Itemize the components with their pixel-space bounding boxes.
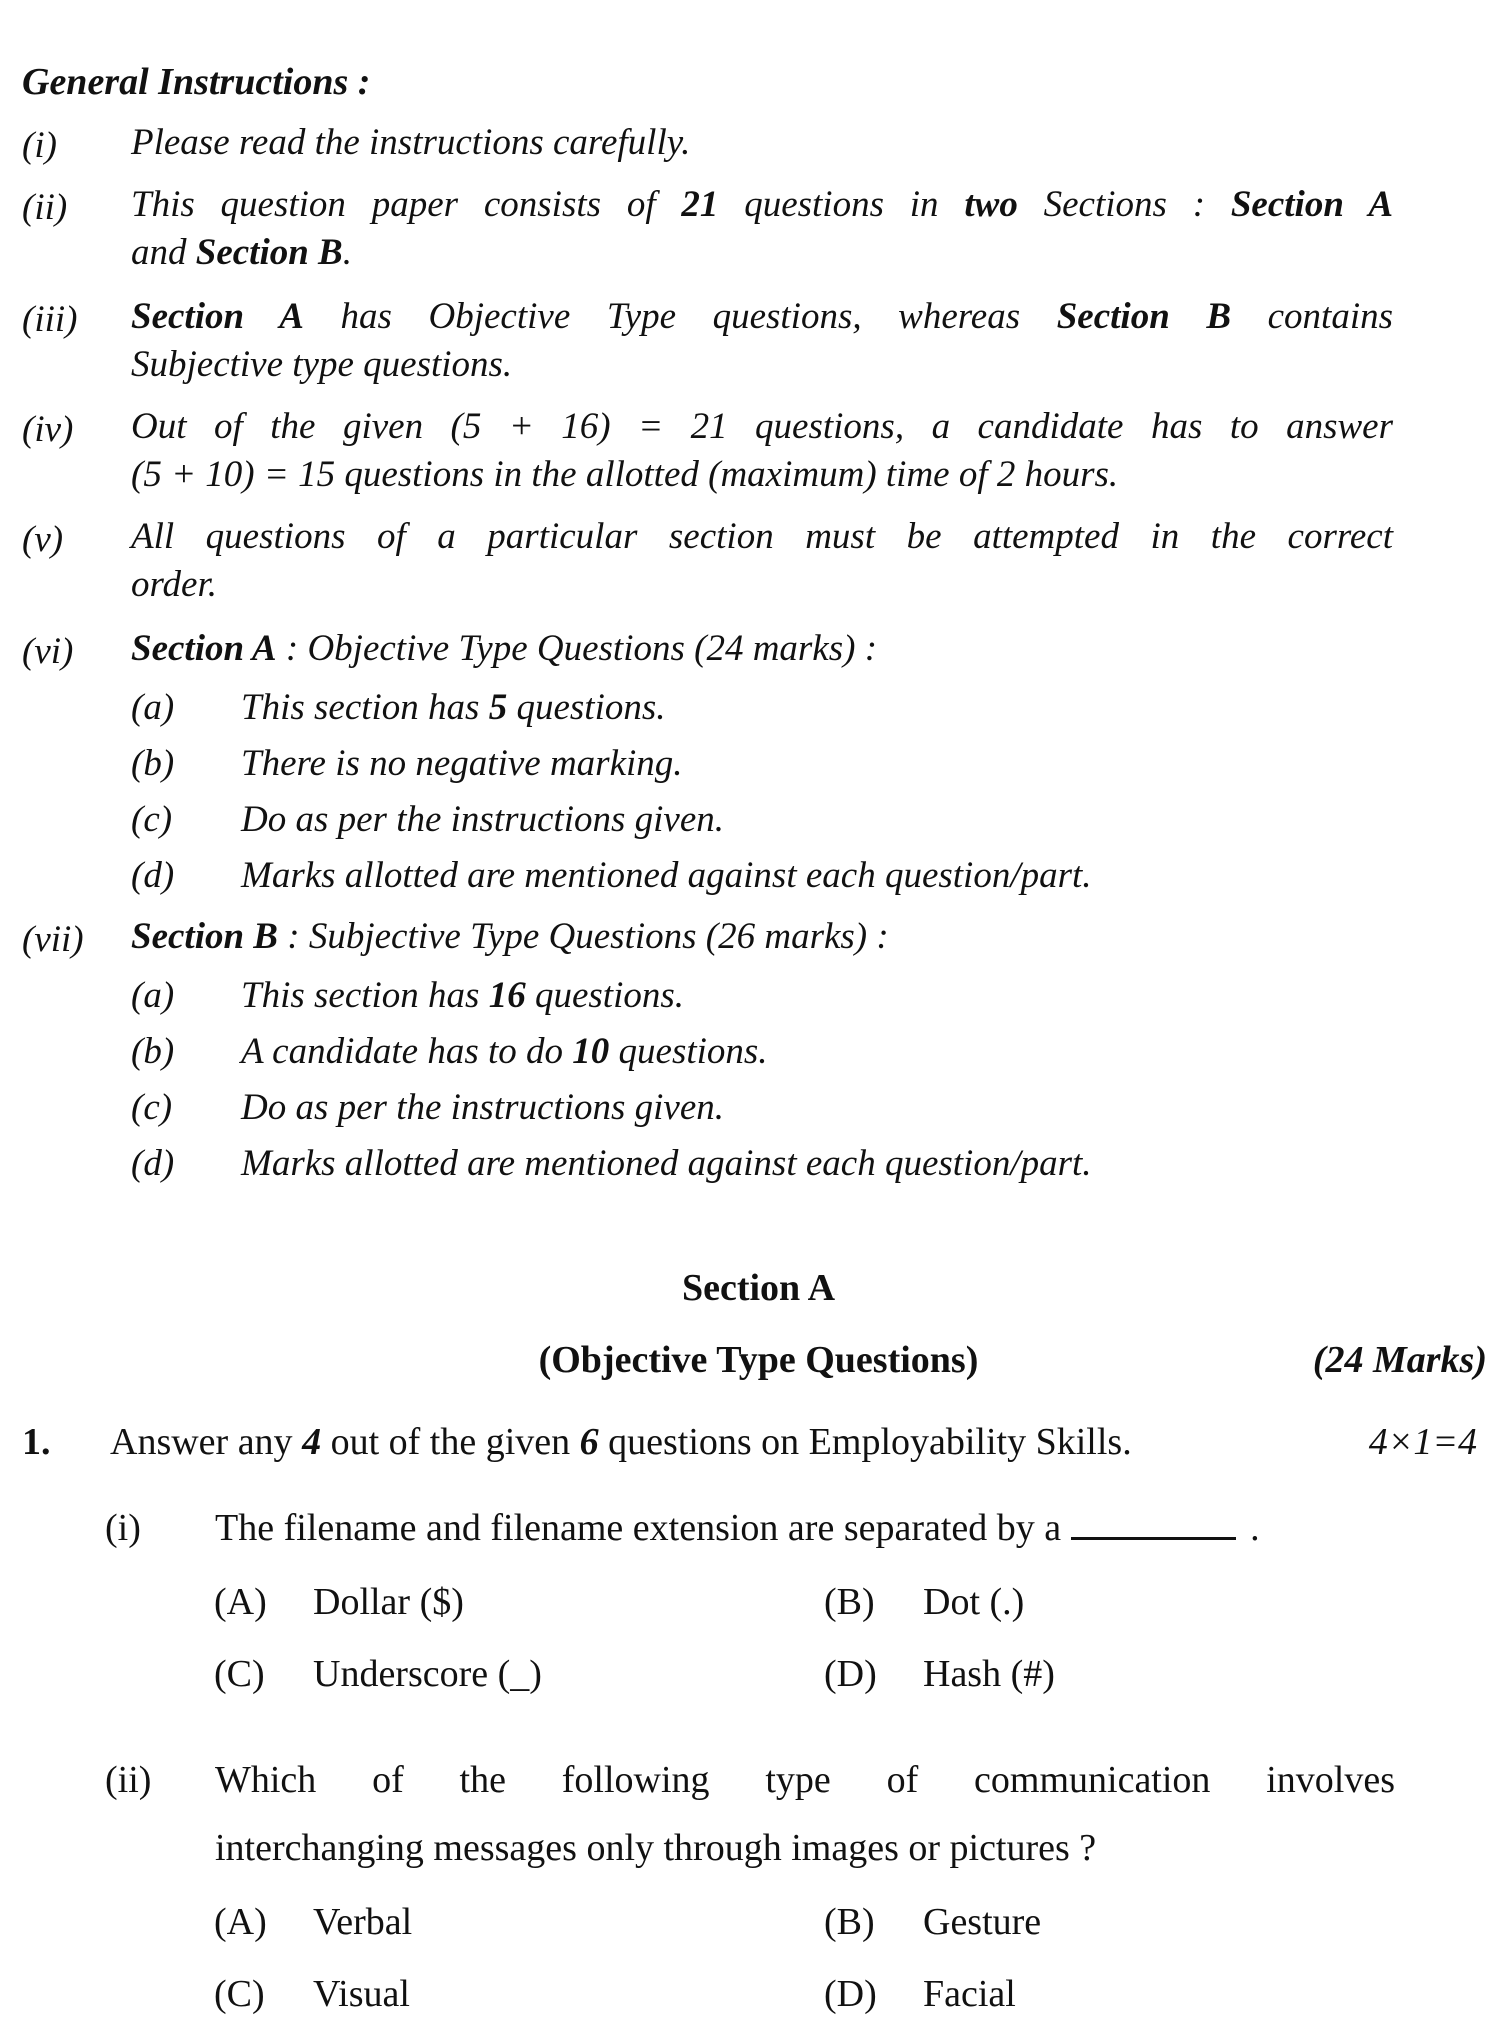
instruction-number: (ii): [22, 187, 68, 228]
text-run: Do as per the instructions given.: [241, 799, 725, 840]
option-label: (D): [824, 1653, 877, 1695]
text-run: Out of the given (5 + 16) = 21 questions, a candidate has to answer: [131, 406, 1393, 447]
instruction-line: [131, 561, 1393, 609]
instruction-number: (iv): [22, 409, 74, 450]
text-run: Marks allotted are mentioned against each question/part.: [241, 855, 1092, 896]
emphasis-text: 10: [572, 1031, 610, 1072]
sub-text: [241, 974, 684, 1017]
text-run: This section has: [241, 975, 489, 1016]
option-text: Gesture: [923, 1901, 1042, 1943]
sub-text: [241, 742, 683, 785]
option-text: Hash (#): [923, 1653, 1055, 1695]
instruction-number: (vi): [22, 631, 74, 672]
section-b-desc: : Subjective Type Questions (26 marks) :: [278, 916, 889, 957]
emphasis-text: Section B: [195, 232, 343, 273]
sub-text: [241, 1142, 1092, 1185]
instruction-line: [131, 293, 1393, 341]
option-label: (A): [214, 1581, 267, 1623]
text-run: There is no negative marking.: [241, 743, 683, 784]
option-text: Dot (.): [923, 1581, 1025, 1623]
answer-blank: [1071, 1509, 1236, 1540]
text-run: questions in: [718, 184, 965, 225]
sub-question-text: [215, 1506, 1260, 1550]
text-run: This section has: [241, 687, 489, 728]
option-label: (A): [214, 1901, 267, 1943]
emphasis-text: 21: [681, 184, 719, 225]
sub-question-line: Which of the following type of communication involves: [215, 1759, 1395, 1801]
text-run: contains: [1231, 296, 1394, 337]
instruction-line: [131, 403, 1393, 451]
instruction-number: (v): [22, 519, 64, 560]
section-a-label: Section A: [131, 628, 277, 669]
option-text: Visual: [313, 1973, 410, 2015]
sub-question-line: interchanging messages only through images or pictures ?: [215, 1827, 1097, 1869]
sub-question-stem: The filename and filename extension are separated by a: [215, 1507, 1062, 1549]
instruction-number: (vii): [22, 919, 84, 960]
sub-question-label: (ii): [105, 1759, 152, 1801]
text-run: Marks allotted are mentioned against each question/part.: [241, 1143, 1092, 1184]
option-text: Verbal: [313, 1901, 413, 1943]
sub-text: [241, 854, 1092, 897]
text-run: Answer any: [110, 1421, 303, 1463]
sub-label: (c): [131, 799, 173, 840]
emphasis-text: 4: [302, 1421, 322, 1463]
emphasis-text: 6: [579, 1421, 599, 1463]
option-text: Facial: [923, 1973, 1016, 2015]
option-label: (C): [214, 1653, 265, 1695]
sub-text: [241, 798, 724, 841]
text-run: and: [131, 232, 196, 273]
sub-label: (b): [131, 1031, 175, 1072]
instruction-line: [131, 181, 1393, 229]
sub-text: [241, 686, 666, 729]
text-run: has Objective Type questions, whereas: [303, 296, 1057, 337]
text-run: Please read the instructions carefully.: [131, 122, 691, 163]
option-text: Underscore (_): [313, 1653, 542, 1695]
option-label: (B): [824, 1901, 875, 1943]
sub-label: (a): [131, 687, 175, 728]
text-run: questions.: [507, 687, 666, 728]
sub-label: (d): [131, 1143, 175, 1184]
section-b-label: Section B: [131, 916, 278, 957]
instruction-number: (i): [22, 125, 57, 166]
text-run: questions.: [525, 975, 684, 1016]
text-run: (5 + 10) = 15 questions in the allotted (maximum) time of 2 hours.: [131, 454, 1119, 495]
instruction-line: [131, 229, 1393, 277]
text-run: out of the given: [321, 1421, 580, 1463]
section-a-desc: : Objective Type Questions (24 marks) :: [276, 628, 878, 669]
text-run: Do as per the instructions given.: [241, 1087, 725, 1128]
instruction-number: (iii): [22, 299, 78, 340]
sub-question-end: .: [1250, 1507, 1260, 1549]
section-a-instruction: [131, 625, 1393, 673]
section-marks: (24 Marks): [1312, 1339, 1487, 1381]
emphasis-text: Section B: [1056, 296, 1232, 337]
text-run: All questions of a particular section must be attempted in the correct: [131, 516, 1393, 557]
text-run: Subjective type questions.: [131, 344, 513, 385]
instruction-line: [131, 341, 1393, 389]
instruction-line: [131, 513, 1393, 561]
sub-text: [241, 1030, 768, 1073]
section-title: Section A: [681, 1267, 836, 1309]
instruction-line: [131, 451, 1393, 499]
emphasis-text: two: [964, 184, 1018, 225]
text-run: A candidate has to do: [241, 1031, 573, 1072]
general-instructions-heading: General Instructions :: [22, 61, 371, 103]
option-label: (B): [824, 1581, 875, 1623]
sub-label: (a): [131, 975, 175, 1016]
emphasis-text: 5: [488, 687, 508, 728]
option-label: (D): [824, 1973, 877, 2015]
emphasis-text: Section A: [1230, 184, 1394, 225]
text-run: questions on Employability Skills.: [598, 1421, 1132, 1463]
sub-label: (b): [131, 743, 175, 784]
question-number: 1.: [22, 1421, 51, 1463]
sub-label: (c): [131, 1087, 173, 1128]
option-text: Dollar ($): [313, 1581, 464, 1623]
option-label: (C): [214, 1973, 265, 2015]
question-text: [110, 1420, 1132, 1464]
text-run: order.: [131, 564, 217, 605]
sub-question-label: (i): [105, 1507, 141, 1549]
section-b-instruction: [131, 913, 1393, 961]
emphasis-text: Section A: [131, 296, 304, 337]
instruction-text: [131, 119, 1393, 167]
sub-label: (d): [131, 855, 175, 896]
text-run: Sections :: [1017, 184, 1231, 225]
text-run: This question paper consists of: [131, 184, 682, 225]
text-run: .: [342, 232, 352, 273]
sub-text: [241, 1086, 724, 1129]
question-marks: 4×1=4: [1368, 1421, 1477, 1463]
text-run: questions.: [609, 1031, 768, 1072]
section-subtitle: (Objective Type Questions): [538, 1339, 979, 1381]
emphasis-text: 16: [488, 975, 526, 1016]
